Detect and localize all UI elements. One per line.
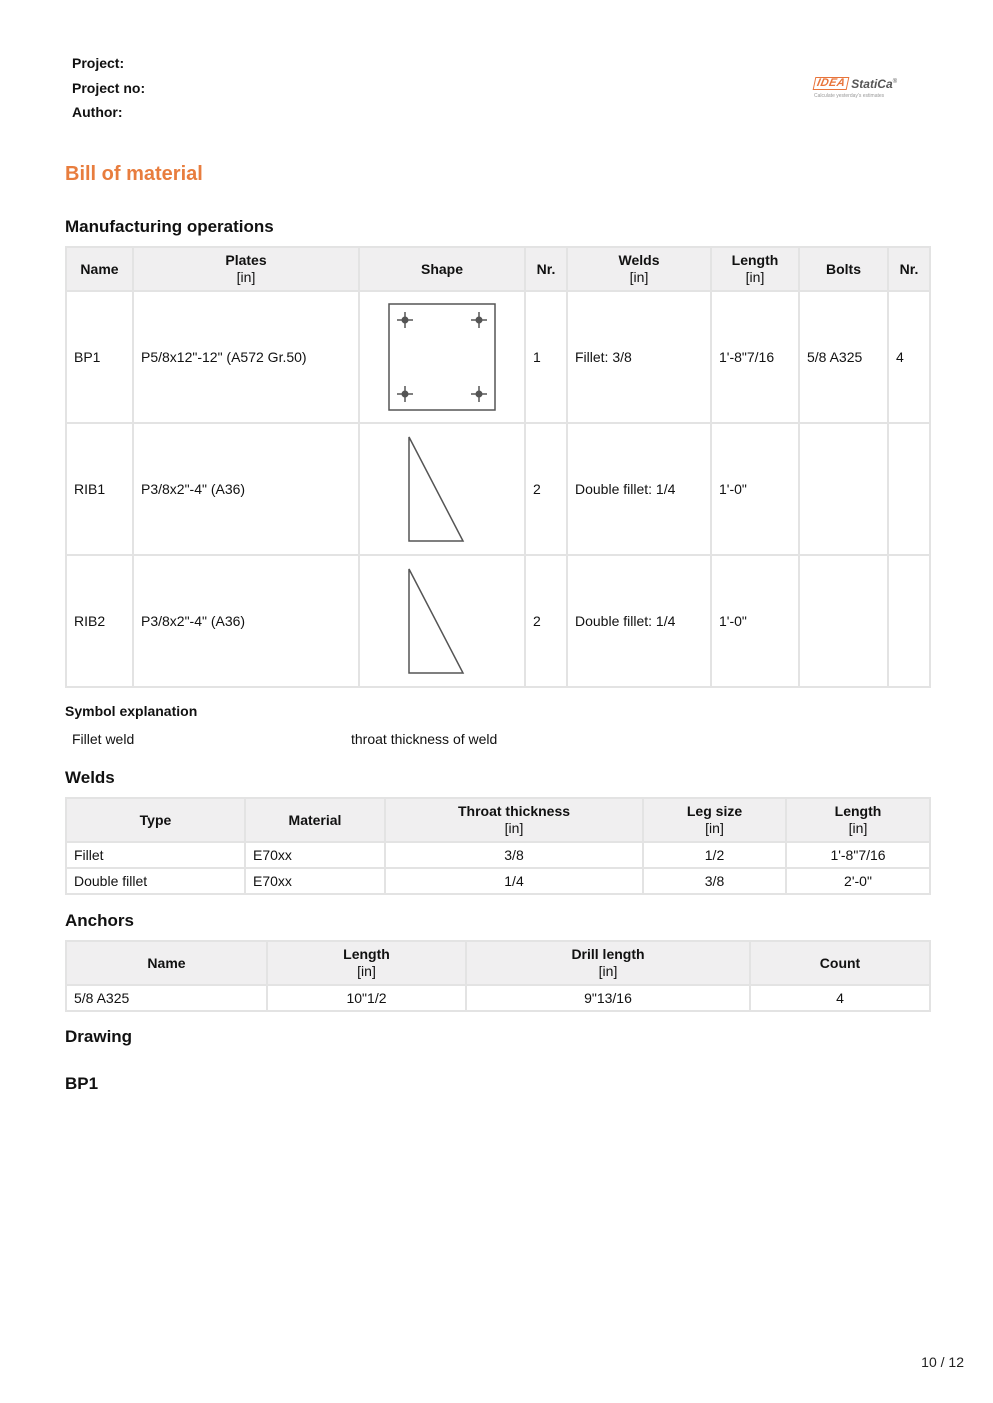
weld-material: E70xx [245,868,385,894]
plate-spec: P3/8x2"-4" (A36) [133,555,359,687]
col-shape: Shape [359,247,525,291]
page-number: 10 / 12 [921,1354,964,1370]
plate-count: 2 [525,423,567,555]
bolt-count [888,423,930,555]
project-label: Project: [72,55,125,71]
part-name: RIB2 [66,555,133,687]
manufacturing-header-row [66,247,930,291]
triangle-rib-icon [401,565,511,677]
weld-type: Fillet [66,842,245,868]
part-name: RIB1 [66,423,133,555]
weld-length: 1'-8"7/16 [711,291,799,423]
weld-leg: 1/2 [643,842,786,868]
anchors-heading: Anchors [65,911,134,930]
col-count: Count [750,941,930,985]
col-bolts: Bolts [799,247,888,291]
bolt-spec [799,423,888,555]
col-name: Name [66,941,267,985]
weld-length: 1'-8"7/16 [786,842,930,868]
drawing-heading: Drawing [65,1027,133,1046]
col-leg: Leg size [in] [643,798,786,842]
anchor-name: 5/8 A325 [66,985,267,1011]
plate-spec: P3/8x2"-4" (A36) [133,423,359,555]
table-row [66,842,930,868]
col-type: Type [66,798,245,842]
weld-leg: 3/8 [643,868,786,894]
weld-spec: Double fillet: 1/4 [567,423,711,555]
anchor-count: 4 [750,985,930,1011]
plate-shape [359,291,525,423]
col-nr: Nr. [525,247,567,291]
col-length: Length [in] [267,941,466,985]
triangle-rib-icon [401,433,511,545]
table-row [66,555,930,687]
col-length: Length [in] [786,798,930,842]
idea-statica-logo [814,75,924,103]
bolt-spec: 5/8 A325 [799,291,888,423]
welds-heading: Welds [65,768,115,787]
weld-length: 1'-0" [711,555,799,687]
project-no-label: Project no: [72,79,146,96]
part-name: BP1 [66,291,133,423]
bolt-spec [799,555,888,687]
plate-count: 1 [525,291,567,423]
table-row [66,423,930,555]
drawing-subheading: BP1 [65,1074,99,1093]
welds-header-row [66,798,930,842]
manufacturing-table [65,246,931,688]
col-throat: Throat thickness [in] [385,798,643,842]
plate-shape [359,423,525,555]
anchors-header-row [66,941,930,985]
author-label: Author: [72,104,123,120]
welds-table [65,797,931,895]
col-material: Material [245,798,385,842]
weld-throat: 1/4 [385,868,643,894]
logo-tagline: Calculate yesterday's estimates [814,93,885,99]
page-title: Bill of material [65,163,203,185]
symbol-name: Fillet weld [72,731,135,747]
col-drill-length: Drill length [in] [466,941,750,985]
table-row [66,985,930,1011]
anchor-drill-length: 9"13/16 [466,985,750,1011]
col-name: Name [66,247,133,291]
weld-material: E70xx [245,842,385,868]
plate-spec: P5/8x12"-12" (A572 Gr.50) [133,291,359,423]
weld-spec: Double fillet: 1/4 [567,555,711,687]
symbol-meaning: throat thickness of weld [351,731,498,747]
weld-length: 2'-0" [786,868,930,894]
weld-type: Double fillet [66,868,245,894]
anchors-table [65,940,931,1012]
square-plate-icon [387,302,497,412]
col-length: Length [in] [711,247,799,291]
anchor-length: 10"1/2 [267,985,466,1011]
weld-length: 1'-0" [711,423,799,555]
col-welds: Welds [in] [567,247,711,291]
symbol-explanation-heading: Symbol explanation [65,703,198,719]
table-row [66,868,930,894]
col-bolt-nr: Nr. [888,247,930,291]
plate-count: 2 [525,555,567,687]
table-row [66,291,930,423]
manufacturing-heading: Manufacturing operations [65,217,274,236]
logo-statica: StatiCa® [851,76,898,91]
project-info [72,55,145,129]
plate-shape [359,555,525,687]
col-plates: Plates [in] [133,247,359,291]
bolt-count: 4 [888,291,930,423]
bolt-count [888,555,930,687]
weld-throat: 3/8 [385,842,643,868]
logo-idea: IDEA [813,77,850,90]
weld-spec: Fillet: 3/8 [567,291,711,423]
